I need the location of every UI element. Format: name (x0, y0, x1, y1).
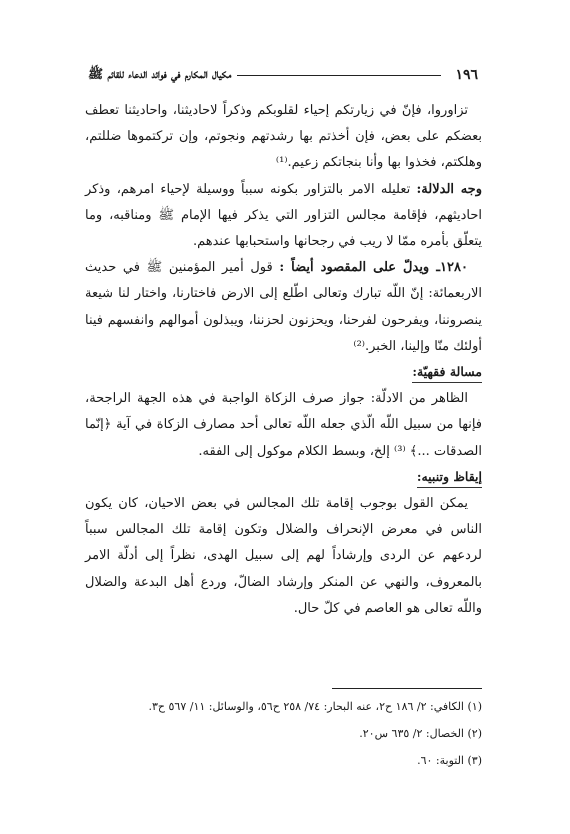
page-header (88, 64, 478, 86)
zakat-text: جواز صرف الزكاة الواجبة في هذه الجهة الراجحة، فإنها من سبيل اللّه الّذي جعله اللّه تعالى أحد مصارف الزكاة في آية ﴿إنّما الصدقات ...﴾ ⁽³⁾ إلخ، وبسط الكلام موكول إلى الفقه. (85, 391, 482, 459)
paragraph-hadith-continuation: تزاوروا، فإنّ في زيارتكم إحياء لقلوبكم وذكراً لاحاديثنا، واحاديثنا تعطف بعضكم على بعض، فإن أخذتم بها رشدتهم ونجوتم، وإن تركتموها ضللتم، وهلكتم، فخذوا بها وأنا بنجاتكم زعيم.⁽¹⁾ (85, 103, 482, 171)
footnote-3: (٣) التوبة: ٦٠. (417, 754, 482, 767)
heading-tanbih-wrap (85, 465, 482, 491)
paragraph-tanbih: يمكن القول بوجوب إقامة تلك المجالس في بعض الاحيان، كان يكون الناس في معرض الإنحراف والضلال وتكون إقامة تلك المجالس سبباً لردعهم عن الردى وإرشاداً لهم إلى سبيل الهدى، نظراً إلى أدلّة الامر بالمعروف، والنهي عن المنكر وإرشاد الضالّ، وردع أهل البدعة والضلال واللّه تعالى هو العاصم في كلّ حال. (85, 496, 482, 616)
page-number: ١٩٦ (455, 67, 478, 83)
page-body (85, 98, 482, 622)
paragraph-1280 (85, 255, 482, 360)
evidence-text: تعليله الامر بالتزاور بكونه سبباً ووسيلة لإحياء امرهم، وذكر احاديثهم، فإقامة مجالس التزاور التي يذكر فيها الإمام ﷺ ومناقبه، وما يتعلّق بأمره ممّا لا ريب في رجحانها واستحبابها عندهم. (85, 181, 482, 250)
heading-fiqh-wrap (85, 360, 482, 386)
item-1280-label: ١٢٨٠ـ ويدلّ على المقصود أيضاً : (279, 260, 468, 276)
heading-fiqh: مسالة فقهيّة: (412, 362, 482, 383)
evidence-label: وجه الدلالة: (416, 181, 482, 197)
footnote-rule (332, 688, 482, 689)
footnotes (85, 688, 482, 774)
zakat-label: الظاهر من الادلّة: (370, 391, 468, 407)
header-rule (237, 75, 441, 76)
footnote-1: (١) الكافي: ٢/ ١٨٦ ح٢، عنه البحار: ٧٤/ ٢٥٨ ح٥٦، والوسائل: ١١/ ٥٦٧ ح٣. (148, 700, 482, 713)
footnote-2: (٢) الخصال: ٢/ ٦٣٥ س٢٠. (359, 727, 482, 740)
paragraph-evidence (85, 177, 482, 256)
heading-tanbih: إيقاظ وتنبيه: (417, 467, 482, 488)
paragraph-zakat (85, 386, 482, 465)
running-title: مكيال المكارم في فوائد الدعاء للقائم ﷺ (88, 65, 232, 81)
item-1280-text: قول أمير المؤمنين ﷺ في حديث الاربعمائة: إنّ اللّه تبارك وتعالى اطّلع إلى الارض فاختارنا، واختار لنا شيعة ينصروننا، ويفرحون لفرحنا، ويحزنون لحزننا، ويبذلون أموالهم وانفسهم فينا أولئك منّا وإلينا، الخبر.⁽²⁾ (85, 260, 482, 354)
